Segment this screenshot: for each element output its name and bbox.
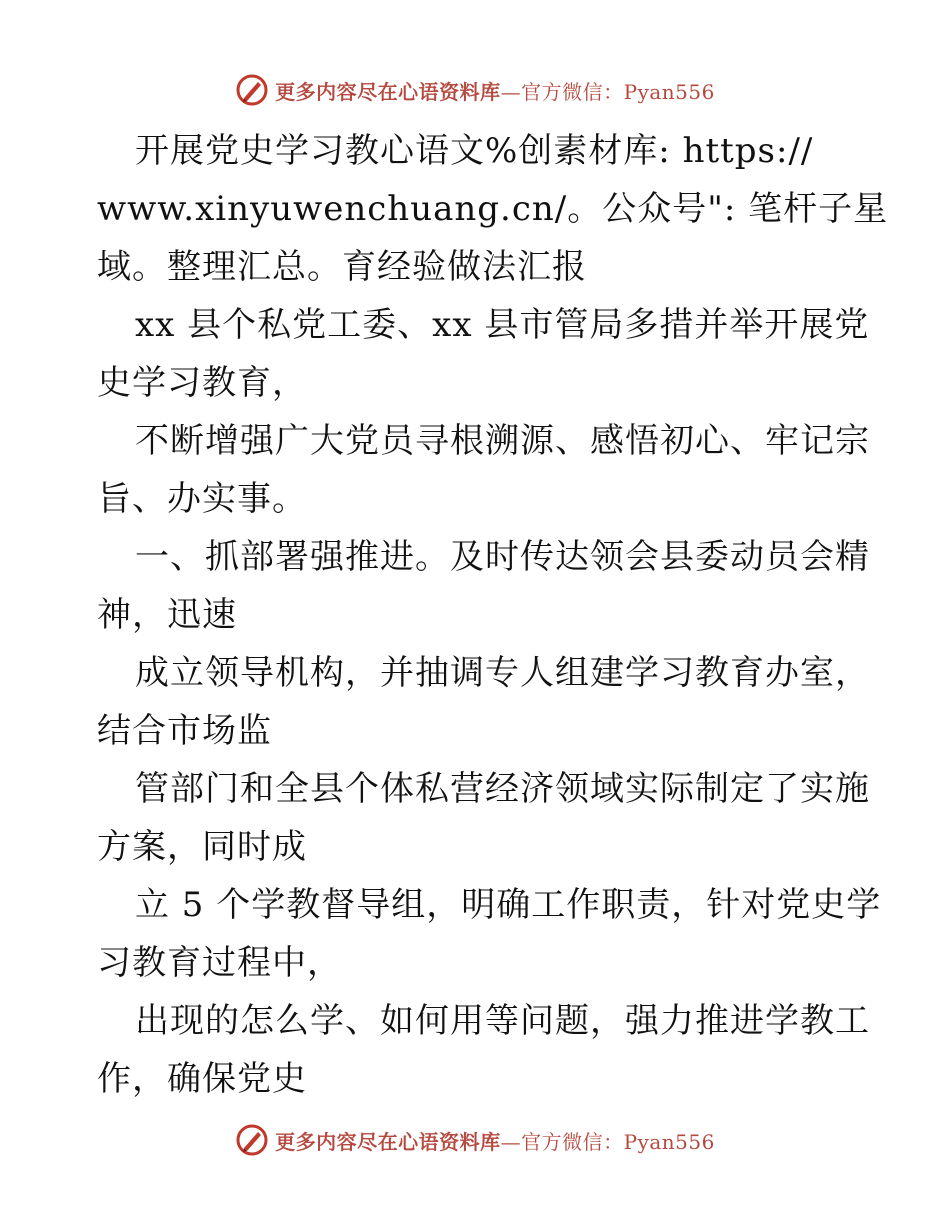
pen-logo-icon (235, 73, 269, 107)
watermark-brand: 更多内容尽在心语资料库 (275, 1129, 501, 1154)
pen-logo-icon (235, 1123, 269, 1157)
text-line: 管部门和全县个体私营经济领域实际制定了实施 (135, 769, 870, 809)
text-line: 出现的怎么学、如何用等问题，强力推进学教工 (135, 1001, 870, 1041)
header-watermark (0, 70, 950, 110)
text-line: 开展党史学习教心语文%创素材库: https:// (135, 131, 814, 171)
watermark-wechat-label: 官方微信： (521, 79, 624, 104)
text-line: 域。整理汇总。育经验做法汇报 (97, 247, 587, 287)
watermark-wechat-label: 官方微信： (521, 1129, 624, 1154)
text-line: 旨、办实事。 (97, 479, 307, 519)
text-line: 神，迅速 (97, 595, 237, 635)
watermark-id: Pyan556 (623, 1129, 715, 1154)
footer-watermark (0, 1120, 950, 1160)
watermark-text (275, 76, 715, 105)
watermark-brand: 更多内容尽在心语资料库 (275, 79, 501, 104)
text-line: 一、抓部署强推进。及时传达领会县委动员会精 (135, 537, 870, 577)
text-line: 方案，同时成 (97, 827, 307, 867)
text-line: 成立领导机构，并抽调专人组建学习教育办室， (135, 653, 870, 693)
text-line: 史学习教育， (97, 363, 307, 403)
text-line: 作，确保党史 (97, 1059, 307, 1099)
document-body (97, 122, 889, 1108)
text-line: 习教育过程中， (97, 943, 342, 983)
watermark-text (275, 1126, 715, 1155)
text-line: www.xinyuwenchuang.cn/。公众号": 笔杆子星 (97, 189, 889, 229)
watermark-id: Pyan556 (623, 79, 715, 104)
watermark-dash: — (500, 1129, 522, 1154)
watermark-dash: — (500, 79, 522, 104)
text-line: 不断增强广大党员寻根溯源、感悟初心、牢记宗 (135, 421, 870, 461)
text-line: 结合市场监 (97, 711, 272, 751)
text-line: 立 5 个学教督导组，明确工作职责，针对党史学 (135, 885, 882, 925)
text-line: xx 县个私党工委、xx 县市管局多措并举开展党 (135, 305, 870, 345)
